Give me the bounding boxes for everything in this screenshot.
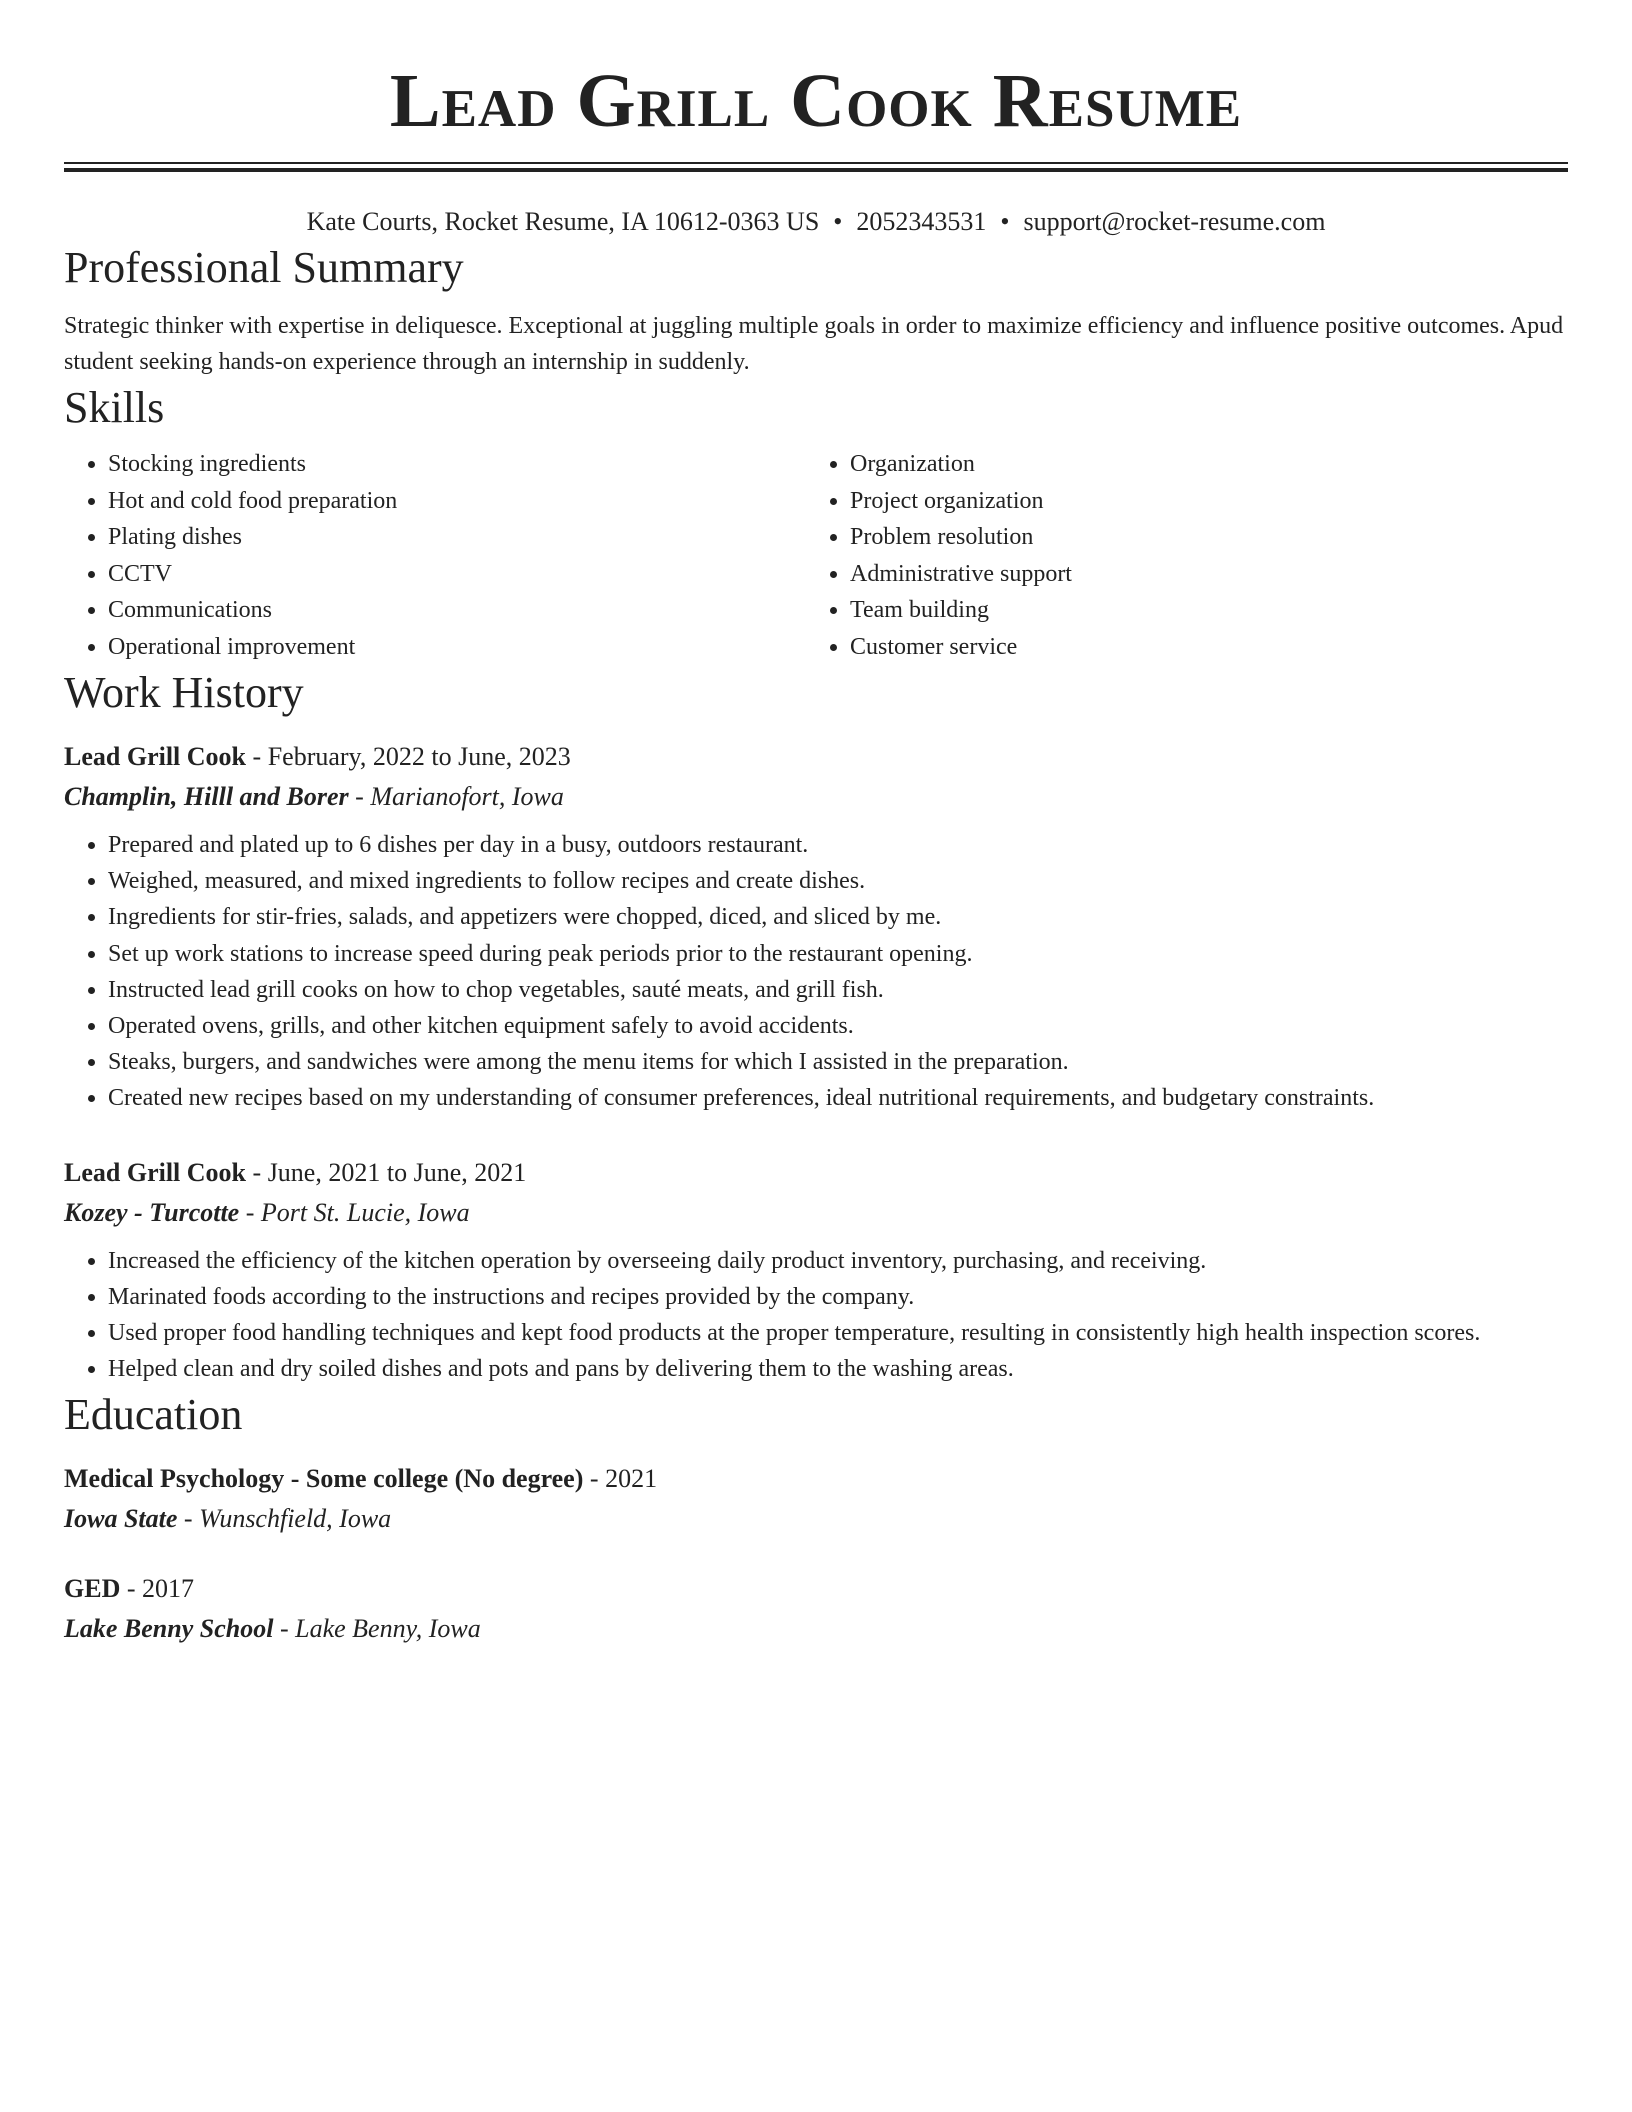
education-location: Lake Benny, Iowa	[295, 1614, 481, 1644]
job-dates: June, 2021 to June, 2021	[267, 1157, 527, 1187]
contact-email: support@rocket-resume.com	[1023, 207, 1326, 236]
summary-text: Strategic thinker with expertise in deliquesce. Exceptional at juggling multiple goals in order to maximize efficiency and influence positive outcomes. Apud student seeking hands-on experience through an internship in suddenly.	[64, 313, 1564, 375]
job-duty-item: • Used proper food handling techniques and kept food products at the proper temperature, resulting in consistently high health inspection scores.	[108, 1315, 1568, 1351]
skill-item: • Organization	[850, 446, 1568, 483]
job-company: Champlin, Hilll and Borer	[64, 782, 349, 811]
education-location: Wunschfield, Iowa	[199, 1504, 392, 1534]
title-double-rule	[64, 162, 1568, 172]
resume-title: Lead Grill Cook Resume	[389, 59, 1243, 143]
job-duty-item: • Operated ovens, grills, and other kitchen equipment safely to avoid accidents.	[108, 1008, 1568, 1044]
education-institution: Lake Benny School - Lake Benny, Iowa	[64, 1614, 481, 1644]
job-dates: February, 2022 to June, 2023	[267, 742, 571, 771]
skill-item: • Customer service	[850, 629, 1568, 666]
contact-separator: •	[1000, 207, 1010, 236]
job-duty-item: • Marinated foods according to the instructions and recipes provided by the company.	[108, 1279, 1568, 1315]
job-employer: Kozey - Turcotte - Port St. Lucie, Iowa	[64, 1197, 470, 1227]
education-degree: GED	[64, 1574, 121, 1604]
education-header: GED - 2017	[64, 1574, 195, 1604]
education-entry	[64, 1569, 1568, 1649]
job-header: Lead Grill Cook - February, 2022 to June, 2023	[64, 742, 571, 771]
job-duty-item: • Instructed lead grill cooks on how to chop vegetables, sauté meats, and grill fish.	[108, 972, 1568, 1008]
skill-item: • Problem resolution	[850, 519, 1568, 556]
education-heading: Education	[64, 1390, 243, 1440]
job-employer: Champlin, Hilll and Borer - Marianofort, Iowa	[64, 782, 564, 811]
job-header: Lead Grill Cook - June, 2021 to June, 2021	[64, 1157, 527, 1187]
job-duties	[64, 827, 1568, 1117]
job-location: Port St. Lucie, Iowa	[260, 1197, 470, 1227]
education-school: Iowa State	[64, 1504, 178, 1534]
skill-item: • Operational improvement	[108, 629, 806, 666]
skill-item: • Project organization	[850, 483, 1568, 520]
education-entry	[64, 1459, 1568, 1539]
skills-column-left	[64, 446, 806, 665]
education-degree: Medical Psychology - Some college (No degree)	[64, 1464, 584, 1494]
job-entry	[64, 1153, 1568, 1388]
skill-item: • Team building	[850, 592, 1568, 629]
skill-item: • Stocking ingredients	[108, 446, 806, 483]
contact-separator: •	[833, 207, 843, 236]
job-duty-item: • Set up work stations to increase speed during peak periods prior to the restaurant opening.	[108, 936, 1568, 972]
job-title: Lead Grill Cook	[64, 1157, 247, 1187]
skills-column-right	[806, 446, 1568, 665]
contact-address: Kate Courts, Rocket Resume, IA 10612-0363 US	[306, 207, 820, 236]
skill-item: • CCTV	[108, 556, 806, 593]
education-institution: Iowa State - Wunschfield, Iowa	[64, 1504, 392, 1534]
skill-item: • Plating dishes	[108, 519, 806, 556]
job-duty-item: • Created new recipes based on my understanding of consumer preferences, ideal nutritional requirements, and budgetary constraints.	[108, 1080, 1568, 1116]
job-duty-item: • Increased the efficiency of the kitchen operation by overseeing daily product inventory, purchasing, and receiving.	[108, 1243, 1568, 1279]
education-school: Lake Benny School	[64, 1614, 274, 1644]
job-company: Kozey - Turcotte	[64, 1197, 240, 1227]
contact-line	[64, 204, 1568, 240]
skills-heading: Skills	[64, 383, 165, 432]
job-location: Marianofort, Iowa	[370, 782, 564, 811]
job-duty-item: • Prepared and plated up to 6 dishes per day in a busy, outdoors restaurant.	[108, 827, 1568, 863]
skills-list	[64, 446, 1568, 665]
skill-item: • Communications	[108, 592, 806, 629]
work-history-heading: Work History	[64, 668, 304, 717]
education-year: 2017	[142, 1574, 195, 1604]
job-entry	[64, 737, 1568, 1117]
skill-item: • Hot and cold food preparation	[108, 483, 806, 520]
skill-item: • Administrative support	[850, 556, 1568, 593]
job-duty-item: • Helped clean and dry soiled dishes and pots and pans by delivering them to the washing areas.	[108, 1351, 1568, 1387]
summary-heading: Professional Summary	[64, 243, 464, 292]
job-title: Lead Grill Cook	[64, 742, 247, 771]
education-header: Medical Psychology - Some college (No degree) - 2021	[64, 1464, 658, 1494]
job-duties	[64, 1243, 1568, 1388]
job-duty-item: • Ingredients for stir-fries, salads, and appetizers were chopped, diced, and sliced by me.	[108, 899, 1568, 935]
job-duty-item: • Steaks, burgers, and sandwiches were among the menu items for which I assisted in the preparation.	[108, 1044, 1568, 1080]
contact-phone: 2052343531	[856, 207, 987, 236]
education-year: 2021	[605, 1464, 658, 1494]
job-duty-item: • Weighed, measured, and mixed ingredients to follow recipes and create dishes.	[108, 863, 1568, 899]
